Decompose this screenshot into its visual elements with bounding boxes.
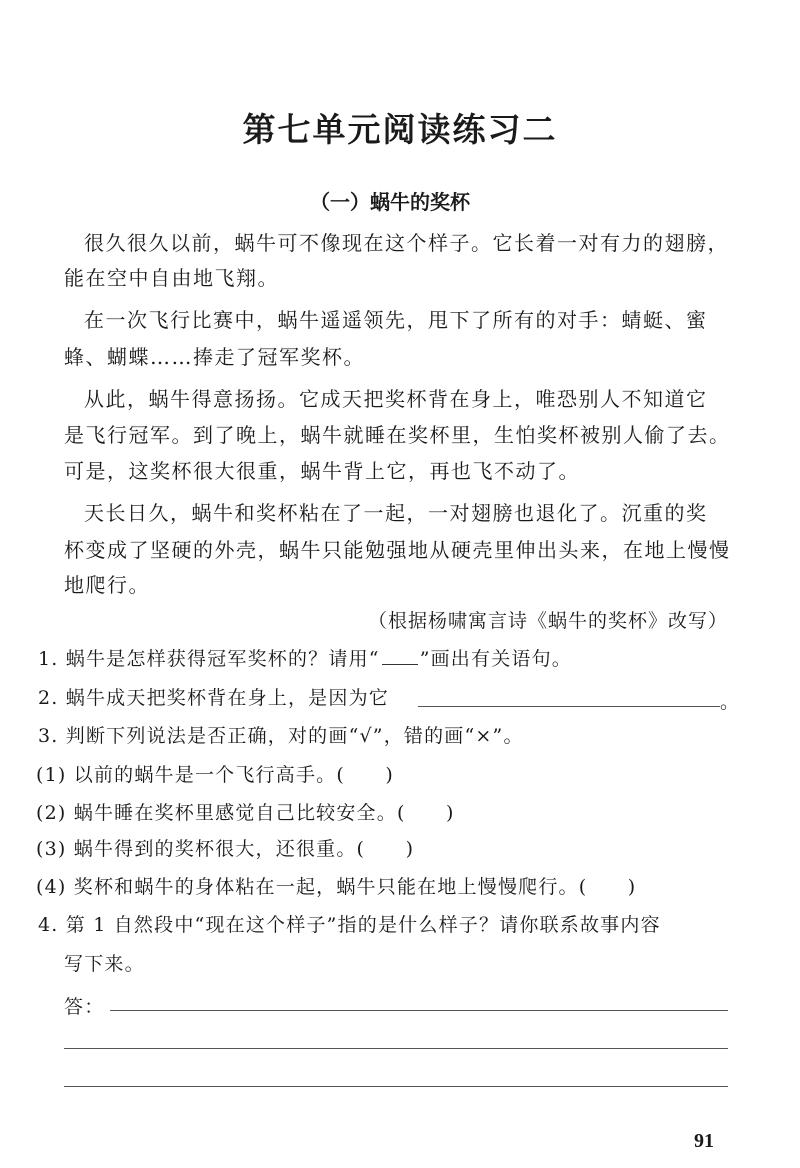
question-3-item-4[interactable]: (4) 奖杯和蜗牛的身体粘在一起，蜗牛只能在地上慢慢爬行。( ) bbox=[36, 876, 637, 898]
question-4-line-2: 写下来。 bbox=[64, 953, 145, 975]
question-1 bbox=[38, 644, 572, 671]
paragraph-3-line-3: 可是，这奖杯很大很重，蜗牛背上它，再也飞不动了。 bbox=[64, 459, 580, 483]
paragraph-3-line-1: 从此，蜗牛得意扬扬。它成天把奖杯背在身上，唯恐别人不知道它 bbox=[84, 387, 708, 411]
question-1-text-end: ”画出有关语句。 bbox=[419, 648, 573, 670]
question-3-item-1[interactable]: (1) 以前的蜗牛是一个飞行高手。( ) bbox=[36, 764, 394, 786]
question-2-answer-line[interactable] bbox=[418, 706, 720, 707]
question-3-item-3[interactable]: (3) 蜗牛得到的奖杯很大，还很重。( ) bbox=[36, 838, 415, 860]
question-2-text: 2. 蜗牛成天把奖杯背在身上，是因为它 bbox=[38, 687, 389, 709]
paragraph-1-line-1: 很久很久以前，蜗牛可不像现在这个样子。它长着一对有力的翅膀， bbox=[84, 231, 729, 255]
paragraph-1-line-2: 能在空中自由地飞翔。 bbox=[64, 266, 279, 290]
question-3-item-2[interactable]: (2) 蜗牛睡在奖杯里感觉自己比较安全。( ) bbox=[36, 802, 455, 824]
underline-sample bbox=[382, 646, 418, 665]
paragraph-4-line-1: 天长日久，蜗牛和奖杯粘在了一起，一对翅膀也退化了。沉重的奖 bbox=[84, 501, 708, 525]
page-title: 第七单元阅读练习二 bbox=[242, 110, 558, 149]
question-4-line-1: 4. 第 1 自然段中“现在这个样子”指的是什么样子？请你联系故事内容 bbox=[38, 914, 661, 936]
question-1-text: 1. 蜗牛是怎样获得冠军奖杯的？请用“ bbox=[38, 648, 380, 670]
answer-line-3[interactable] bbox=[64, 1086, 728, 1087]
source-note: （根据杨啸寓言诗《蜗牛的奖杯》改写） bbox=[367, 610, 728, 632]
paragraph-2-line-2: 蜂、蝴蝶……捧走了冠军奖杯。 bbox=[64, 345, 365, 369]
paragraph-4-line-2: 杯变成了坚硬的外壳，蜗牛只能勉强地从硬壳里伸出头来，在地上慢慢 bbox=[64, 538, 731, 562]
page-number: 91 bbox=[694, 1130, 714, 1152]
question-3-text: 3. 判断下列说法是否正确，对的画“√”，错的画“×”。 bbox=[38, 725, 524, 747]
answer-line-2[interactable] bbox=[64, 1048, 728, 1049]
answer-line-1[interactable] bbox=[110, 1010, 728, 1011]
paragraph-4-line-3: 地爬行。 bbox=[64, 573, 150, 597]
answer-label: 答： bbox=[64, 996, 105, 1018]
paragraph-3-line-2: 是飞行冠军。到了晚上，蜗牛就睡在奖杯里，生怕奖杯被别人偷了去。 bbox=[64, 423, 731, 447]
paragraph-2-line-1: 在一次飞行比赛中，蜗牛遥遥领先，甩下了所有的对手：蜻蜓、蜜 bbox=[84, 308, 708, 332]
section-title: （一）蜗牛的奖杯 bbox=[310, 190, 470, 214]
question-2-period: 。 bbox=[720, 691, 741, 713]
